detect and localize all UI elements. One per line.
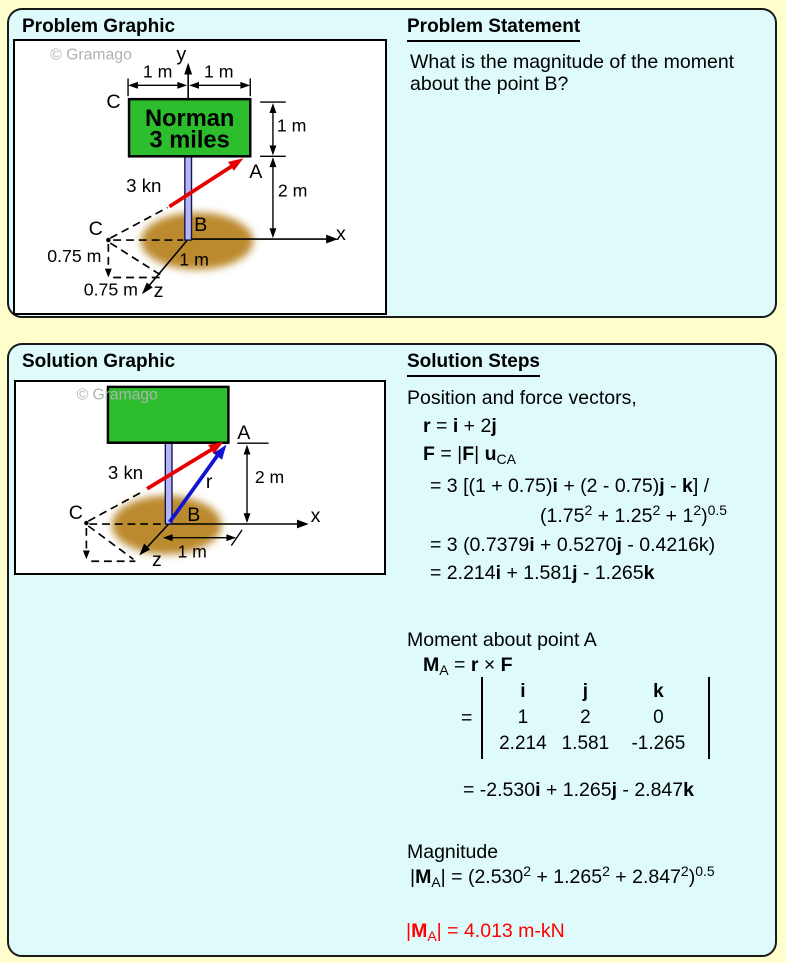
dim-c-horizontal-label: 0.75 m	[83, 279, 138, 300]
point-b-label: B	[194, 214, 208, 237]
solution-diagram	[14, 380, 386, 575]
y-axis-label: y	[176, 43, 187, 66]
dim-z-label: 1 m	[179, 249, 209, 270]
z-axis-label: z	[153, 280, 164, 303]
x-axis-label: x	[336, 223, 346, 246]
determinant-equals: =	[461, 706, 473, 729]
point-c-dot	[84, 521, 89, 526]
dim-top-left-label: 1 m	[142, 61, 173, 82]
dim-base-label: 1 m	[177, 541, 207, 562]
determinant-matrix	[481, 677, 710, 759]
determinant-header-row	[495, 679, 696, 705]
eq-f3: $(1.75^2 + 1.25^2 + 1^2)^{0.5}$	[540, 502, 728, 527]
problem-panel	[7, 8, 777, 318]
magnitude-title: Magnitude	[407, 841, 499, 863]
force-label: 3 kn	[107, 461, 144, 483]
eq-f5: = 2.214i + 1.581j - 1.265k	[430, 562, 655, 584]
eq-ma: $M_A = r \times F$	[423, 654, 513, 678]
determinant-row-r	[495, 705, 696, 731]
point-a-label: A	[237, 421, 251, 444]
dim-sign-height-label: 1 m	[276, 115, 307, 136]
point-c-top-label: C	[106, 91, 121, 114]
eq-result: = -2.530i + 1.265j - 2.847k	[463, 779, 694, 801]
determinant-row-f	[495, 731, 696, 757]
eq-magnitude: $|M_A| = (2.530^2 + 1.265^2 + 2.847^2)^{0.5}$	[410, 863, 715, 890]
steps-intro: Position and force vectors,	[407, 387, 637, 409]
dim-top-right-label: 1 m	[203, 61, 234, 82]
det-r1c1: 1	[517, 707, 529, 728]
problem-diagram	[13, 39, 387, 315]
z-axis-label: z	[152, 549, 162, 572]
eq-f2: = 3 [(1 + 0.75)i + (2 - 0.75)j - k] /	[430, 475, 710, 497]
statement-line-1: What is the magnitude of the moment	[410, 51, 735, 73]
det-r1c2: 2	[580, 707, 591, 728]
solution-panel	[7, 343, 777, 957]
det-r2c1: 2.214	[499, 733, 547, 754]
force-label: 3 kn	[126, 174, 162, 196]
dim-pole-height-label: 2 m	[254, 466, 285, 487]
watermark: © Gramago	[50, 46, 132, 64]
det-r2c2: 1.581	[561, 733, 610, 754]
det-r1c3: 0	[653, 707, 664, 728]
dim-c-vertical-label: 0.75 m	[47, 245, 102, 266]
force-arrow	[169, 163, 236, 206]
solution-diagram-svg	[16, 382, 384, 573]
sign-text-line1: Norman	[144, 105, 235, 132]
eq-r: r = i + 2j	[423, 415, 497, 437]
point-b-label: B	[187, 504, 201, 527]
dim-pole-height-label: 2 m	[277, 180, 308, 201]
x-axis-label: x	[310, 505, 321, 528]
solution-steps-title: Solution Steps	[407, 352, 540, 377]
watermark: © Gramago	[76, 386, 158, 404]
x-axis-arrowhead	[297, 520, 309, 529]
sign-text-line2: 3 miles	[149, 127, 230, 154]
point-c-label: C	[68, 502, 83, 525]
det-h-i: i	[520, 681, 526, 702]
moment-title: Moment about point A	[407, 629, 597, 651]
point-c-ground-label: C	[88, 218, 103, 241]
problem-statement-title: Problem Statement	[407, 17, 580, 42]
sign-pole	[165, 443, 172, 524]
solution-graphic-title: Solution Graphic	[22, 351, 176, 372]
statement-line-2: about the point B?	[410, 73, 569, 95]
dash-down-arrowhead	[83, 550, 90, 559]
eq-f4: = 3 (0.7379i + 0.5270j - 0.4216k)	[430, 534, 716, 556]
problem-diagram-svg	[15, 41, 385, 313]
det-h-k: k	[653, 681, 664, 702]
eq-f: F = |F| $u_{CA}$	[423, 443, 516, 467]
r-label: r	[205, 470, 213, 493]
force-arrow	[147, 448, 215, 489]
problem-graphic-title: Problem Graphic	[22, 16, 176, 37]
dash-down-arrowhead	[105, 269, 112, 278]
point-c-dot	[106, 238, 111, 243]
problem-statement-text	[410, 51, 772, 95]
det-r2c3: -1.265	[631, 733, 686, 754]
point-a-label: A	[249, 160, 263, 183]
det-h-j: j	[582, 681, 589, 702]
final-answer: $|M_A| = 4.013$ m-kN	[406, 920, 565, 944]
cross-product-determinant	[461, 677, 710, 759]
